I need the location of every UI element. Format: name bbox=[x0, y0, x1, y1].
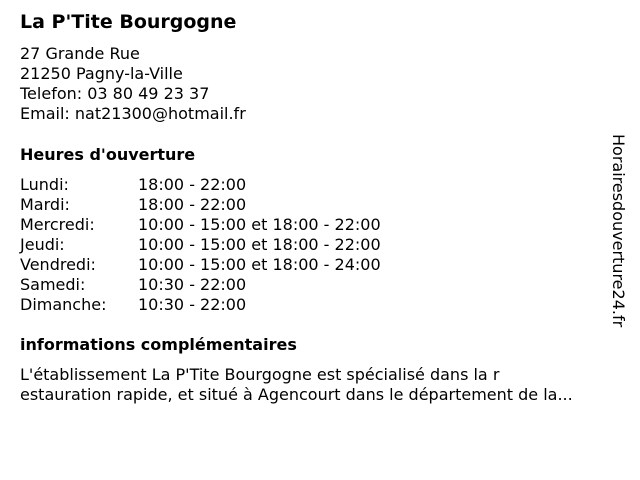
hours-row-saturday bbox=[20, 275, 381, 295]
day-label: Dimanche: bbox=[20, 295, 107, 314]
phone-number: Telefon: 03 80 49 23 37 bbox=[20, 84, 210, 103]
time-range: 10:00 - 15:00 et 18:00 - 24:00 bbox=[138, 255, 381, 274]
day-label: Mercredi: bbox=[20, 215, 95, 234]
opening-hours-table bbox=[20, 175, 381, 315]
email-address: Email: nat21300@hotmail.fr bbox=[20, 104, 246, 123]
time-range: 10:00 - 15:00 et 18:00 - 22:00 bbox=[138, 215, 381, 234]
time-range: 10:30 - 22:00 bbox=[138, 275, 247, 294]
time-range: 18:00 - 22:00 bbox=[138, 175, 247, 194]
day-label: Samedi: bbox=[20, 275, 86, 294]
day-label: Vendredi: bbox=[20, 255, 96, 274]
day-label: Mardi: bbox=[20, 195, 70, 214]
street-address: 27 Grande Rue bbox=[20, 44, 140, 63]
description-line: L'établissement La P'Tite Bourgogne est spécialisé dans la r bbox=[20, 365, 500, 384]
day-label: Lundi: bbox=[20, 175, 69, 194]
site-watermark: Horairesdouverture24.fr bbox=[609, 134, 628, 328]
hours-row-tuesday bbox=[20, 195, 381, 215]
hours-row-thursday bbox=[20, 235, 381, 255]
hours-row-sunday bbox=[20, 295, 381, 315]
city-postcode: 21250 Pagny-la-Ville bbox=[20, 64, 183, 83]
additional-info-heading: informations complémentaires bbox=[20, 335, 297, 354]
business-description bbox=[20, 365, 620, 405]
opening-hours-heading: Heures d'ouverture bbox=[20, 145, 196, 164]
time-range: 18:00 - 22:00 bbox=[138, 195, 247, 214]
business-name: La P'Tite Bourgogne bbox=[20, 11, 237, 33]
time-range: 10:30 - 22:00 bbox=[138, 295, 247, 314]
hours-row-monday bbox=[20, 175, 381, 195]
day-label: Jeudi: bbox=[20, 235, 65, 254]
hours-row-wednesday bbox=[20, 215, 381, 235]
address-block bbox=[20, 44, 246, 124]
description-line: estauration rapide, et situé à Agencourt dans le département de la... bbox=[20, 385, 573, 404]
time-range: 10:00 - 15:00 et 18:00 - 22:00 bbox=[138, 235, 381, 254]
hours-row-friday bbox=[20, 255, 381, 275]
